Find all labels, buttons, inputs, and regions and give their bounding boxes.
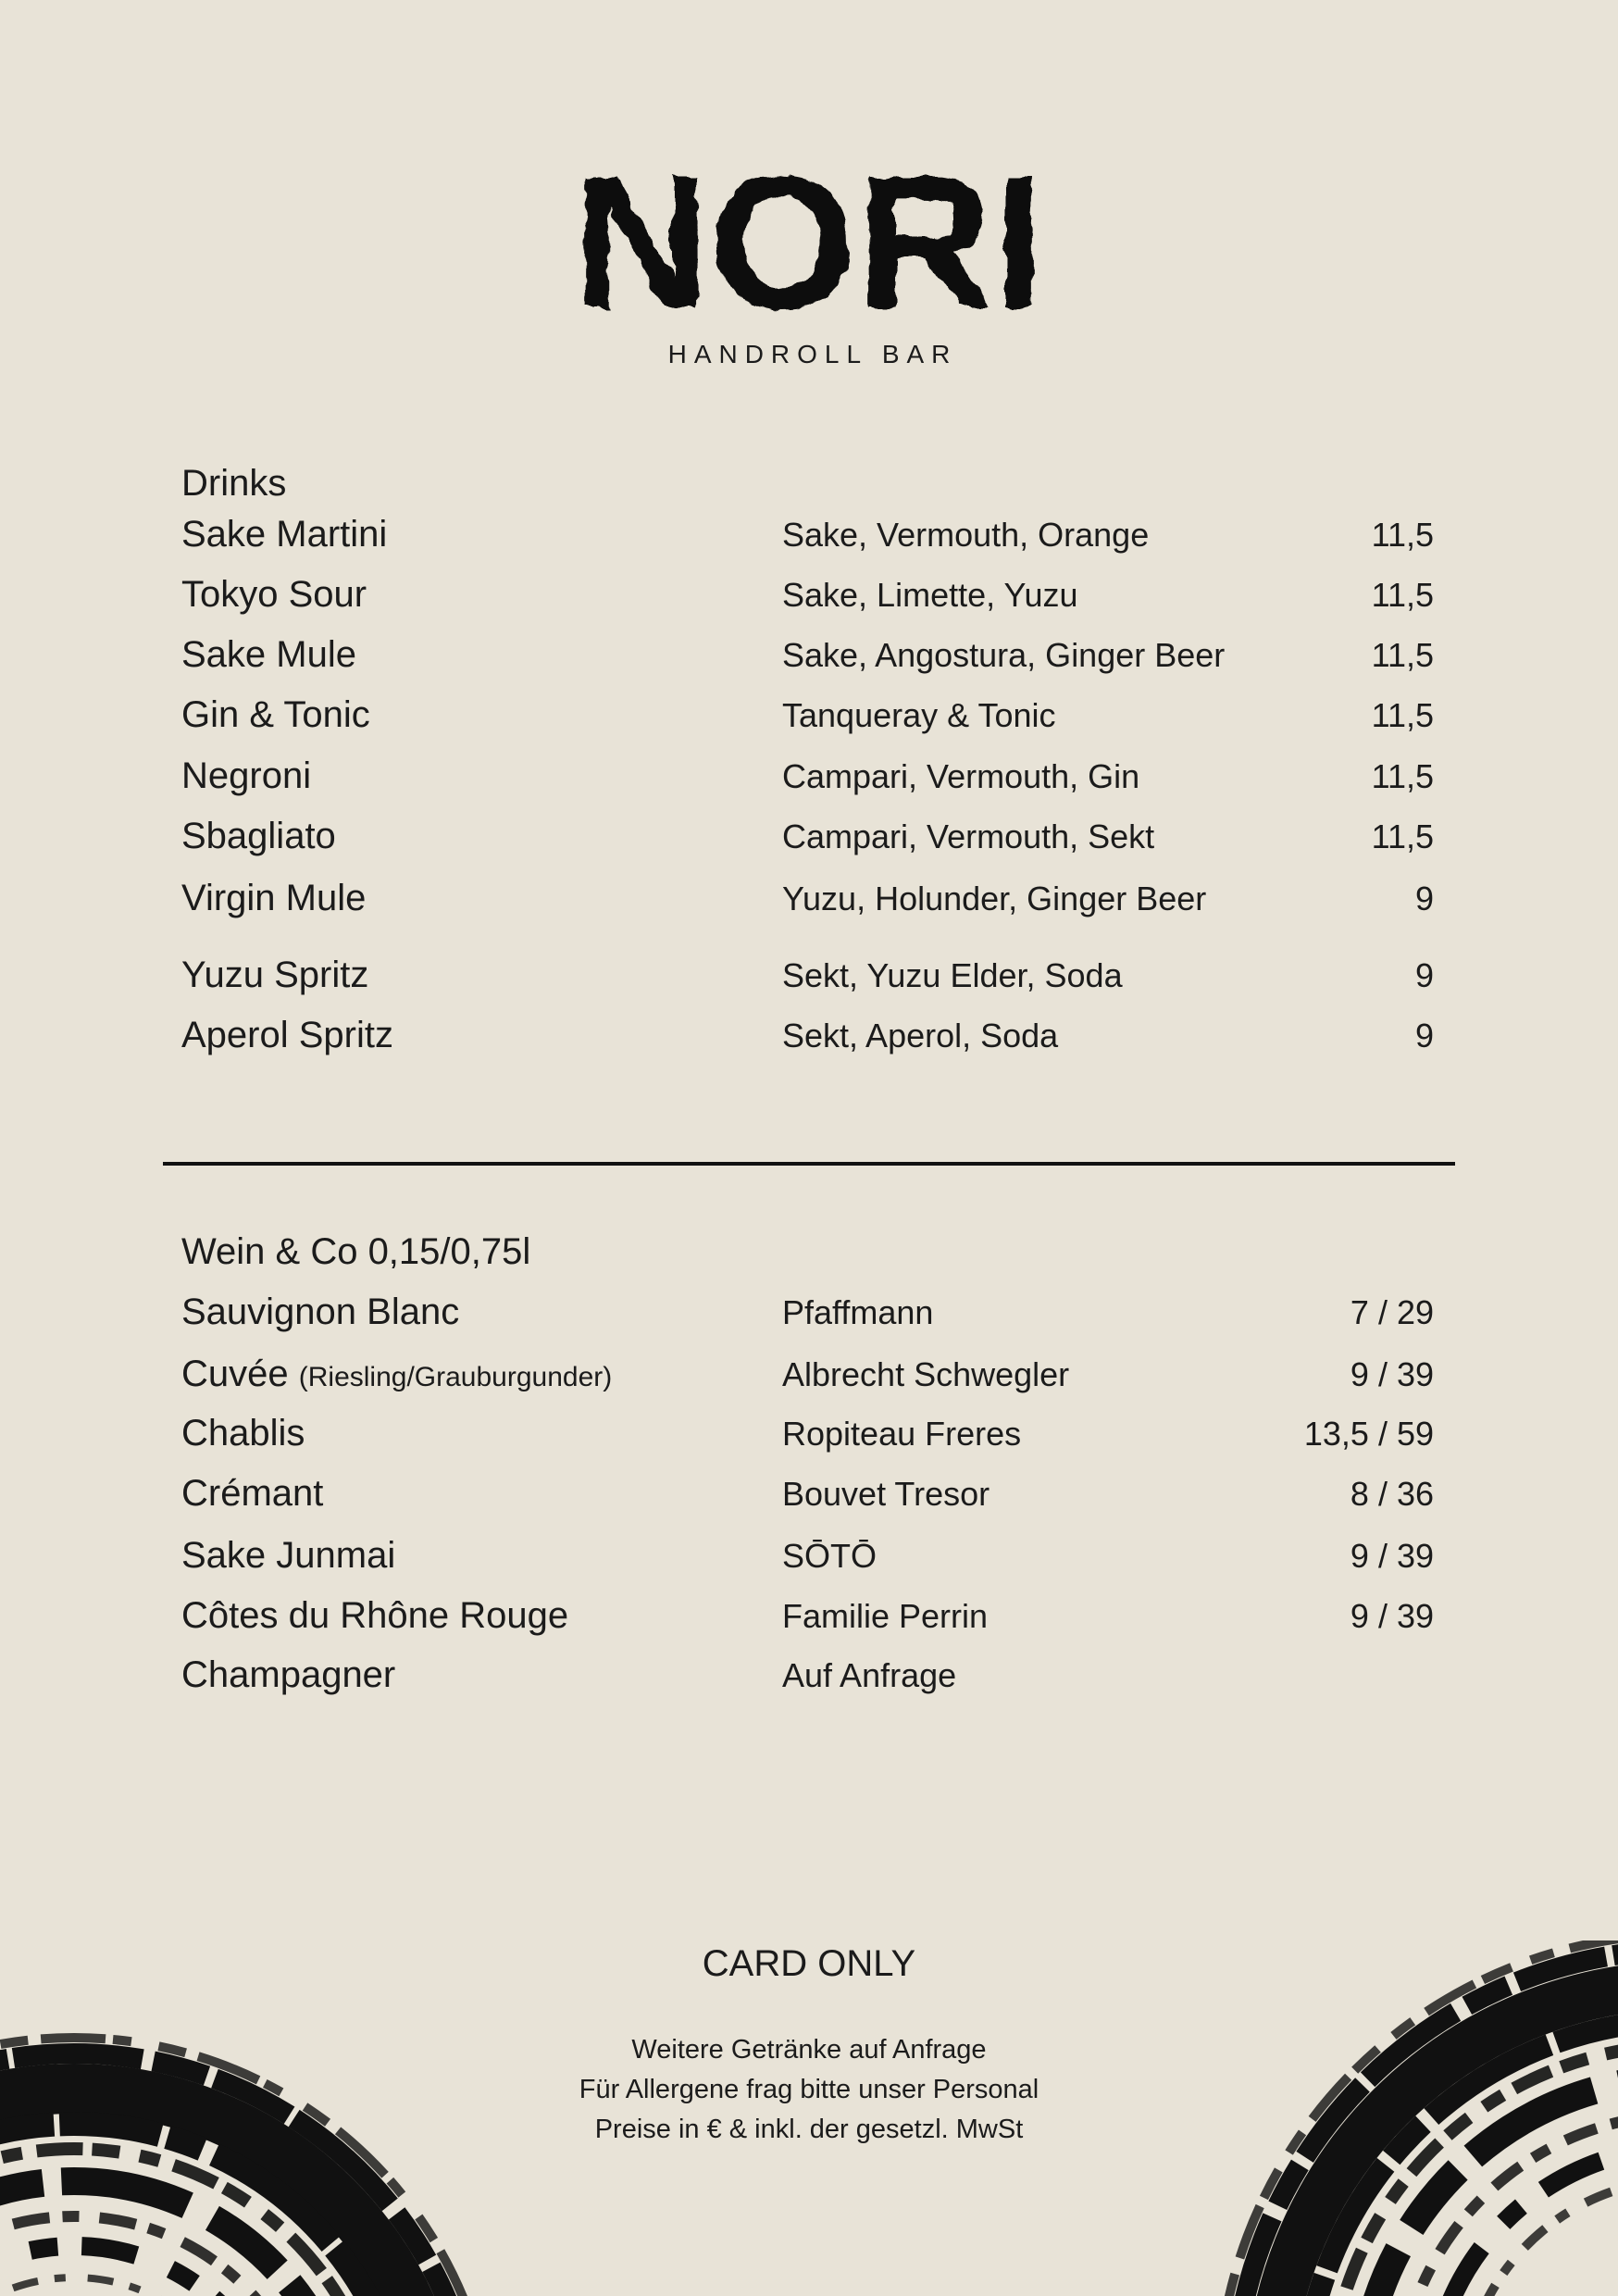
item-name: Aperol Spritz	[181, 1015, 393, 1055]
item-name: Chablis	[181, 1413, 305, 1454]
item-description: Yuzu, Holunder, Ginger Beer	[782, 880, 1207, 917]
item-name: Crémant	[181, 1473, 324, 1514]
nori-logo	[550, 148, 1068, 333]
footer-note: Für Allergene frag bitte unser Personal	[579, 2075, 1039, 2104]
item-price: 13,5 / 59	[1303, 1415, 1434, 1453]
item-description: Bouvet Tresor	[782, 1475, 990, 1513]
section-divider	[163, 1162, 1455, 1166]
item-description: Sekt, Yuzu Elder, Soda	[782, 956, 1123, 994]
item-name-group	[181, 1346, 782, 1405]
item-description: Sake, Angostura, Ginger Beer	[782, 636, 1226, 674]
payment-note: CARD ONLY	[702, 1943, 916, 1984]
item-price: 11,5	[1371, 636, 1434, 674]
item-price: 9 / 39	[1350, 1355, 1434, 1393]
item-name: Sake Martini	[181, 514, 388, 555]
menu-item	[181, 1588, 1434, 1643]
item-description: Pfaffmann	[782, 1293, 934, 1331]
footer-note: Preise in € & inkl. der gesetzl. MwSt	[594, 2115, 1024, 2144]
item-price: 9 / 39	[1350, 1537, 1434, 1575]
item-price: 11,5	[1371, 757, 1434, 795]
item-description: Albrecht Schwegler	[782, 1355, 1070, 1393]
item-price: 11,5	[1371, 696, 1434, 734]
item-description: SŌTŌ	[782, 1537, 877, 1575]
item-note: (Riesling/Grauburgunder)	[298, 1362, 613, 1392]
menu-item	[181, 1007, 1434, 1063]
brush-stroke-bottom-right	[1172, 1940, 1618, 2296]
menu-item	[181, 687, 1434, 742]
item-description: Familie Perrin	[782, 1597, 989, 1635]
drinks-heading: Drinks	[181, 463, 287, 504]
item-price: 11,5	[1371, 817, 1434, 855]
item-description: Ropiteau Freres	[782, 1415, 1022, 1453]
menu-item	[181, 808, 1434, 864]
item-name: Virgin Mule	[181, 878, 367, 918]
item-price: 7 / 29	[1350, 1293, 1434, 1331]
item-name: Sake Mule	[181, 634, 356, 675]
menu-item	[181, 1647, 1434, 1703]
item-description: Campari, Vermouth, Gin	[782, 757, 1140, 795]
item-name: Champagner	[181, 1654, 396, 1695]
item-name: Negroni	[181, 755, 312, 796]
menu-item	[181, 748, 1434, 804]
item-price: 8 / 36	[1350, 1475, 1434, 1513]
menu-item	[181, 506, 1434, 562]
wine-heading: Wein & Co 0,15/0,75l	[181, 1231, 531, 1272]
item-name: Sake Junmai	[181, 1535, 396, 1576]
item-name: Tokyo Sour	[181, 574, 367, 615]
menu-item	[181, 947, 1434, 1003]
item-name: Cuvée	[181, 1354, 289, 1394]
item-price: 11,5	[1371, 516, 1434, 554]
menu-item	[181, 627, 1434, 682]
item-price: 9 / 39	[1350, 1597, 1434, 1635]
item-name: Yuzu Spritz	[181, 955, 369, 995]
item-price: 11,5	[1371, 576, 1434, 614]
item-description: Sake, Vermouth, Orange	[782, 516, 1150, 554]
menu-item	[181, 1346, 1434, 1402]
tagline: HANDROLL BAR	[667, 340, 958, 368]
item-description: Sekt, Aperol, Soda	[782, 1017, 1059, 1054]
item-description: Auf Anfrage	[782, 1656, 957, 1694]
item-price: 9	[1414, 956, 1434, 994]
item-description: Tanqueray & Tonic	[782, 696, 1056, 734]
item-description: Sake, Limette, Yuzu	[782, 576, 1078, 614]
item-name: Sbagliato	[181, 816, 336, 856]
item-description: Campari, Vermouth, Sekt	[782, 817, 1155, 855]
menu-item	[181, 1466, 1434, 1521]
menu-item	[181, 1528, 1434, 1583]
item-name: Gin & Tonic	[181, 694, 370, 735]
item-price: 9	[1414, 1017, 1434, 1054]
item-name: Côtes du Rhône Rouge	[181, 1595, 569, 1636]
brush-stroke-bottom-left	[0, 1940, 481, 2296]
menu-item	[181, 567, 1434, 622]
footer-note: Weitere Getränke auf Anfrage	[631, 2035, 987, 2065]
menu-item	[181, 1284, 1434, 1340]
item-name: Sauvignon Blanc	[181, 1292, 460, 1332]
menu-item	[181, 1405, 1434, 1461]
item-price: 9	[1414, 880, 1434, 917]
logo-text: NORI	[573, 148, 1045, 333]
menu-item	[181, 870, 1434, 926]
